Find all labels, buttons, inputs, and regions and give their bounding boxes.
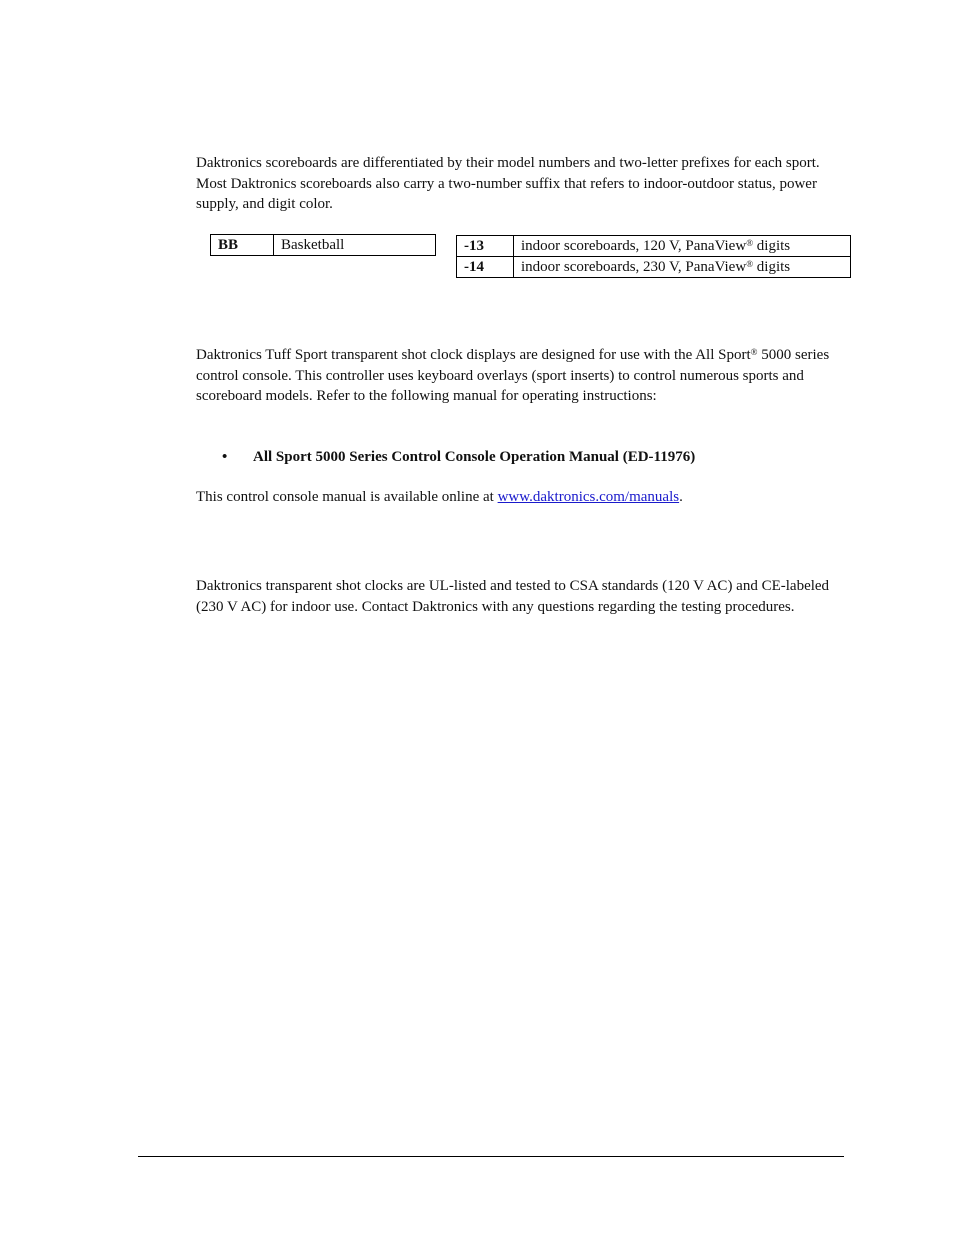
table-row xyxy=(457,236,851,257)
availability-paragraph xyxy=(196,487,846,508)
sport-prefix-label: Basketball xyxy=(274,235,436,256)
suffix-description xyxy=(514,236,851,257)
registered-mark: ® xyxy=(750,347,758,357)
suffix-code: -14 xyxy=(457,257,514,278)
suffix-description-tail: digits xyxy=(753,258,791,275)
controller-paragraph xyxy=(196,345,846,407)
suffix-description xyxy=(514,257,851,278)
manual-title: All Sport 5000 Series Control Console Operation Manual (ED-11976) xyxy=(253,449,696,465)
table-row xyxy=(457,257,851,278)
table-row xyxy=(211,235,436,256)
registered-mark: ® xyxy=(746,237,754,248)
manuals-link[interactable]: www.daktronics.com/manuals xyxy=(497,489,680,505)
bullet-icon: • xyxy=(222,449,228,465)
registered-mark: ® xyxy=(746,258,754,269)
suffix-code: -13 xyxy=(457,236,514,257)
availability-text: This control console manual is available online at xyxy=(196,489,498,505)
footer-divider xyxy=(138,1156,844,1157)
suffix-description-text: indoor scoreboards, 230 V, PanaView xyxy=(521,258,747,275)
standards-paragraph: Daktronics transparent shot clocks are UL-listed and tested to CSA standards (120 V AC) and CE-labeled (230 V AC) for indoor use. Contact Daktronics with any questions regarding the testing procedures. xyxy=(196,578,830,615)
availability-text-tail: . xyxy=(679,489,683,505)
sport-prefix-code: BB xyxy=(211,235,274,256)
suffix-description-text: indoor scoreboards, 120 V, PanaView xyxy=(521,237,747,254)
sport-prefix-table xyxy=(210,234,436,256)
intro-paragraph: Daktronics scoreboards are differentiated by their model numbers and two-letter prefixes for each sport. Most Daktronics scoreboards also carry a two-number suffix that refers to indoor-outdoor status, power supply, and digit color. xyxy=(196,155,820,212)
controller-text-tail: 5000 series control console. This controller uses keyboard overlays (sport inserts) to control numerous sports and scoreboard models. Refer to the following manual for operating instructions: xyxy=(196,347,830,404)
model-suffix-table xyxy=(456,235,851,278)
suffix-description-tail: digits xyxy=(753,237,791,254)
controller-text: Daktronics Tuff Sport transparent shot clock displays are designed for use with the All Sport xyxy=(196,347,751,363)
